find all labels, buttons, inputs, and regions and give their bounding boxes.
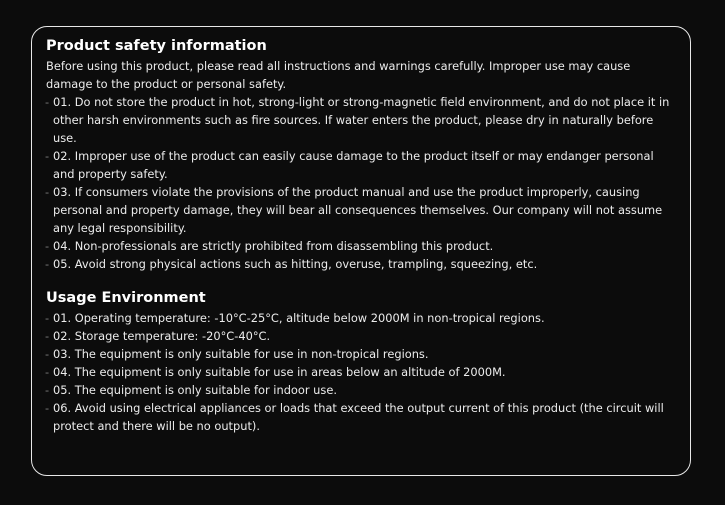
list-item	[46, 255, 676, 273]
list-item	[46, 327, 676, 345]
bullet-dash: -	[45, 311, 50, 325]
usage-title: Usage Environment	[46, 290, 206, 306]
list-item	[46, 93, 676, 147]
list-item	[46, 309, 676, 327]
bullet-dash: -	[45, 329, 50, 343]
bullet-dash: -	[45, 95, 50, 109]
bullet-dash: -	[45, 401, 50, 415]
list-item	[46, 363, 676, 381]
bullet-dash: -	[45, 257, 50, 271]
list-item	[46, 183, 676, 237]
list-item-text: 03. The equipment is only suitable for use in non-tropical regions.	[53, 347, 429, 361]
list-item-text: 01. Do not store the product in hot, strong-light or strong-magnetic field environment, and do not place it in other harsh environments such as fire sources. If water enters the product, please dry in naturally before use.	[53, 95, 670, 145]
list-item-text: 05. The equipment is only suitable for indoor use.	[53, 383, 337, 397]
bullet-dash: -	[45, 239, 50, 253]
list-item-text: 02. Storage temperature: -20°C-40°C.	[53, 329, 271, 343]
list-item-text: 04. The equipment is only suitable for use in areas below an altitude of 2000M.	[53, 365, 506, 379]
list-item-text: 02. Improper use of the product can easily cause damage to the product itself or may endanger personal and property safety.	[53, 149, 654, 181]
list-item-text: 04. Non-professionals are strictly prohibited from disassembling this product.	[53, 239, 494, 253]
list-item-text: 06. Avoid using electrical appliances or loads that exceed the output current of this product (the circuit will protect and there will be no output).	[53, 401, 664, 433]
usage-list	[46, 309, 676, 435]
safety-title: Product safety information	[46, 38, 267, 54]
safety-list	[46, 93, 676, 273]
info-card	[31, 26, 691, 476]
list-item-text: 05. Avoid strong physical actions such as hitting, overuse, trampling, squeezing, etc.	[53, 257, 538, 271]
safety-intro: Before using this product, please read all instructions and warnings carefully. Improper use may cause damage to the product or personal safety.	[46, 59, 631, 91]
bullet-dash: -	[45, 365, 50, 379]
list-item	[46, 399, 676, 435]
list-item-text: 03. If consumers violate the provisions of the product manual and use the product improperly, causing personal and property damage, they will bear all consequences themselves. Our company will not assume any legal responsibility.	[53, 185, 663, 235]
bullet-dash: -	[45, 149, 50, 163]
bullet-dash: -	[45, 347, 50, 361]
list-item-text: 01. Operating temperature: -10°C-25°C, altitude below 2000M in non-tropical regions.	[53, 311, 545, 325]
bullet-dash: -	[45, 185, 50, 199]
list-item	[46, 381, 676, 399]
list-item	[46, 147, 676, 183]
bullet-dash: -	[45, 383, 50, 397]
list-item	[46, 345, 676, 363]
list-item	[46, 237, 676, 255]
